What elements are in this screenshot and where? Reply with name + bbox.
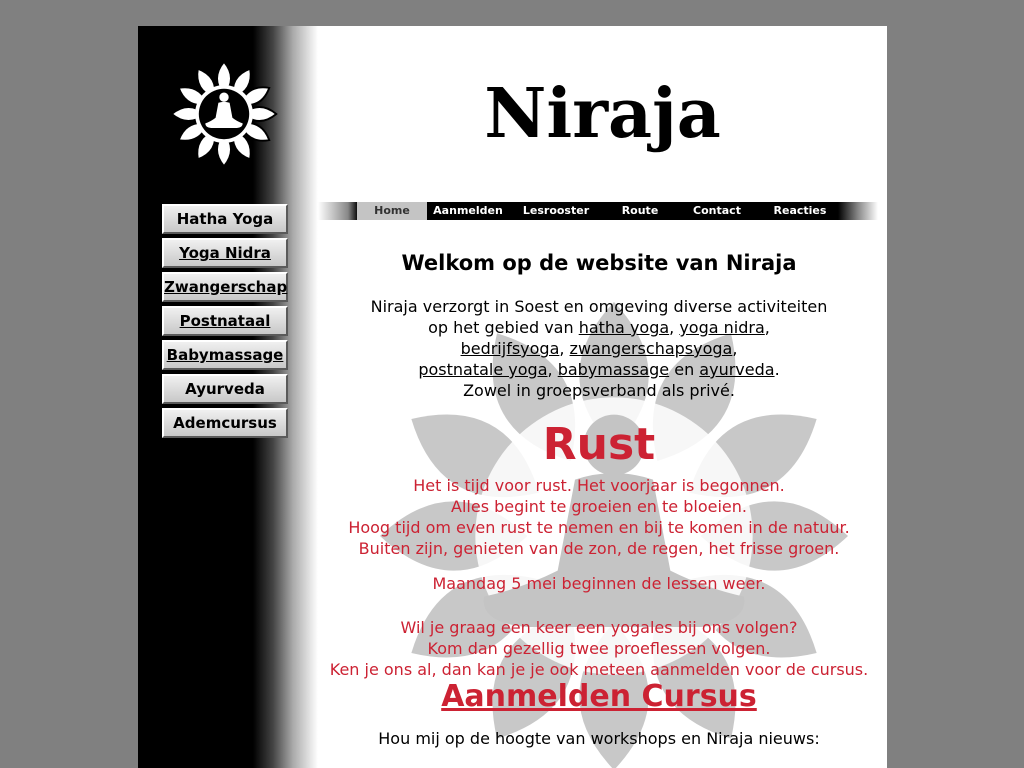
intro-line: Niraja verzorgt in Soest en omgeving diverse activiteiten — [370, 297, 828, 316]
link-zwangerschapsyoga[interactable]: zwangerschapsyoga — [569, 339, 733, 358]
page-container — [138, 26, 887, 768]
tab-contact[interactable]: Contact — [693, 204, 741, 217]
rust-line: Buiten zijn, genieten van de zon, de regen, het frisse groen. — [358, 539, 840, 558]
rust-line: Alles begint te groeien en te bloeien. — [451, 497, 747, 516]
side-nav-yoga-nidra[interactable]: Yoga Nidra — [162, 238, 288, 268]
tab-reacties[interactable]: Reacties — [773, 204, 827, 217]
invite-line: Kom dan gezellig twee proeflessen volgen. — [427, 639, 771, 658]
side-navigation — [162, 204, 288, 442]
rust-line: Hoog tijd om even rust te nemen en bij te komen in de natuur. — [348, 518, 850, 537]
side-nav-hatha-yoga[interactable]: Hatha Yoga — [162, 204, 288, 234]
newsletter-text: Hou mij op de hoogte van workshops en Niraja nieuws: — [378, 729, 820, 748]
separator: . — [774, 360, 780, 379]
invite-line: Ken je ons al, dan kan je je ook meteen aanmelden voor de cursus. — [329, 660, 869, 679]
rust-line: Het is tijd voor rust. Het voorjaar is begonnen. — [413, 476, 785, 495]
link-ayurveda[interactable]: ayurveda — [699, 360, 775, 379]
intro-line — [318, 338, 880, 359]
tab-home[interactable]: Home — [357, 202, 427, 220]
site-title: Niraja — [484, 74, 721, 154]
tab-route[interactable]: Route — [621, 204, 659, 217]
separator: , — [559, 339, 570, 358]
intro-text-part: op het gebied van — [428, 318, 579, 337]
link-yoga-nidra[interactable]: yoga nidra — [679, 318, 765, 337]
meditation-lotus-icon — [168, 58, 280, 170]
rust-text — [318, 475, 880, 559]
link-bedrijfsyoga[interactable]: bedrijfsyoga — [460, 339, 560, 358]
link-hatha-yoga[interactable]: hatha yoga — [578, 318, 670, 337]
separator: , — [547, 360, 558, 379]
link-postnatale-yoga[interactable]: postnatale yoga — [418, 360, 548, 379]
welcome-heading: Welkom op de website van Niraja — [401, 251, 797, 275]
sidebar — [138, 26, 318, 768]
intro-line — [318, 359, 880, 380]
top-navigation — [318, 202, 878, 220]
intro-text — [318, 296, 880, 401]
link-babymassage[interactable]: babymassage — [557, 360, 670, 379]
invite-text — [318, 617, 880, 680]
tab-lesrooster[interactable]: Lesrooster — [522, 204, 590, 217]
side-nav-postnataal[interactable]: Postnataal — [162, 306, 288, 336]
intro-line — [318, 317, 880, 338]
side-nav-ademcursus[interactable]: Ademcursus — [162, 408, 288, 438]
side-nav-zwangerschap[interactable]: Zwangerschap — [162, 272, 288, 302]
side-nav-ayurveda[interactable]: Ayurveda — [162, 374, 288, 404]
main-content — [318, 248, 880, 749]
rust-heading: Rust — [542, 419, 656, 470]
side-nav-babymassage[interactable]: Babymassage — [162, 340, 288, 370]
separator: , — [669, 318, 680, 337]
invite-line: Wil je graag een keer een yogales bij ons volgen? — [400, 618, 798, 637]
start-announcement: Maandag 5 mei beginnen de lessen weer. — [432, 574, 766, 593]
separator: , — [764, 318, 770, 337]
separator: en — [669, 360, 700, 379]
separator: , — [732, 339, 738, 358]
aanmelden-cursus-link[interactable]: Aanmelden Cursus — [441, 679, 757, 714]
intro-line: Zowel in groepsverband als privé. — [463, 381, 735, 400]
tab-aanmelden[interactable]: Aanmelden — [433, 204, 503, 217]
